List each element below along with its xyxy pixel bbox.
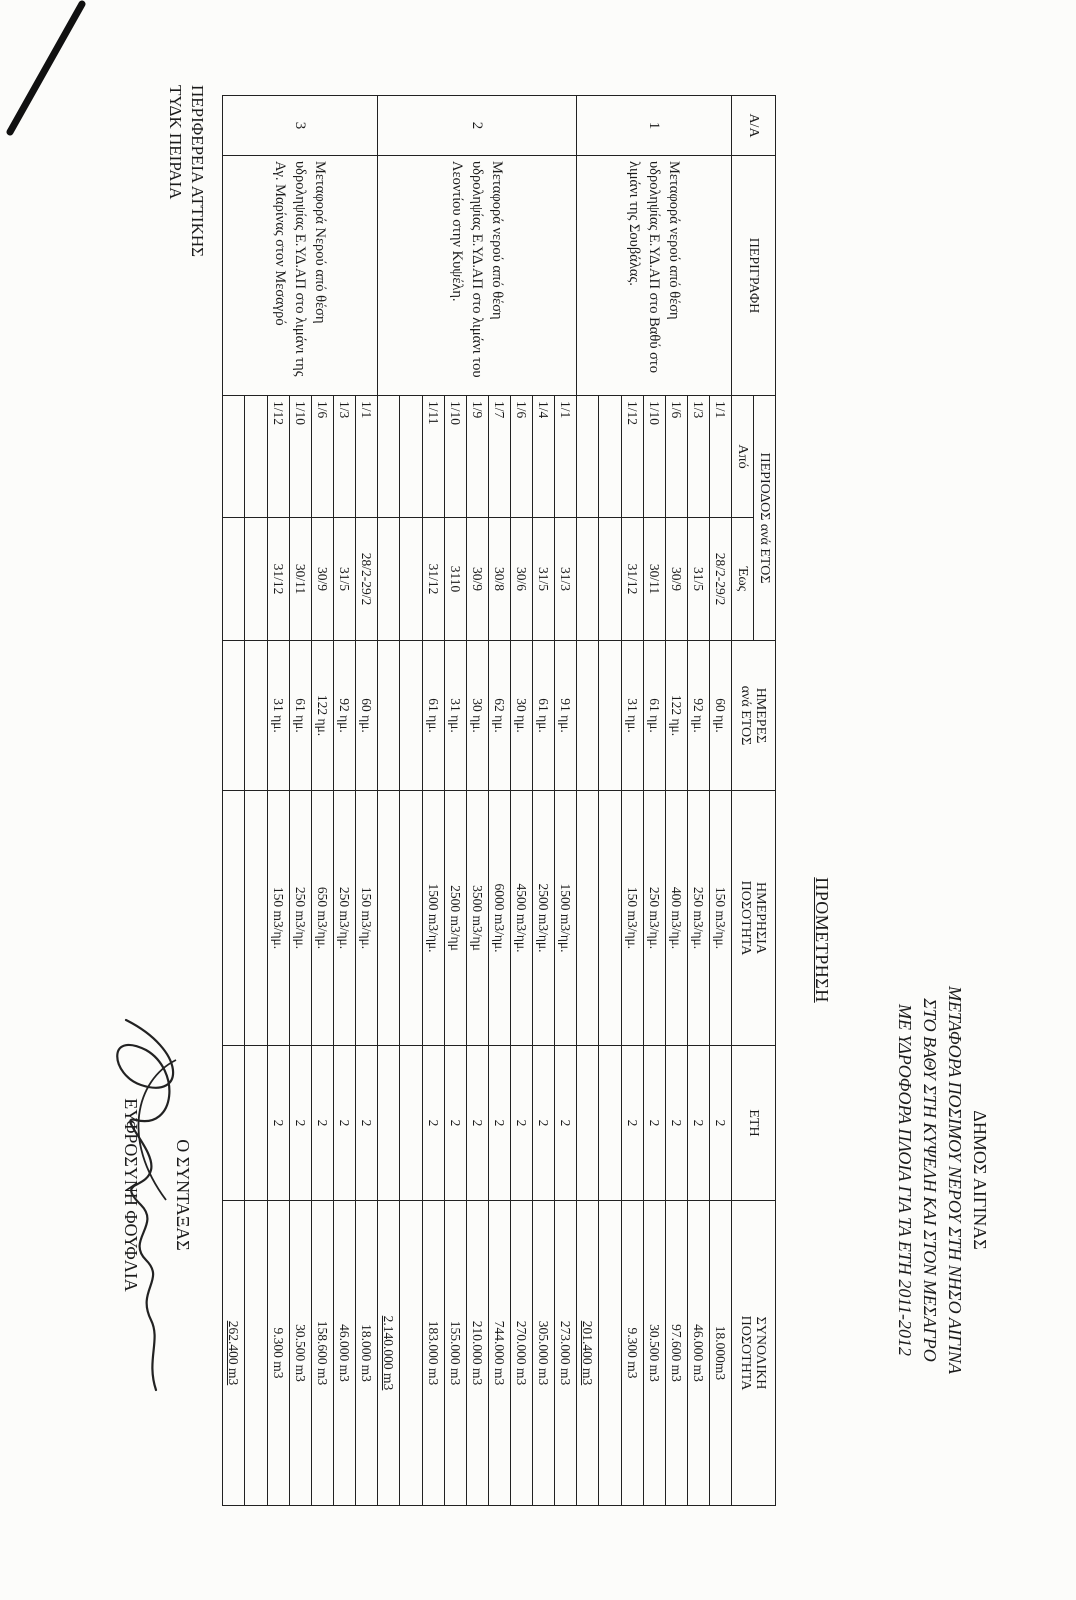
cell-years: 2 bbox=[622, 1046, 644, 1201]
cell-to: 30/11 bbox=[644, 518, 666, 641]
subtotal-value: 201.400 m3 bbox=[577, 1201, 599, 1506]
cell-total: 46.000 m3 bbox=[334, 1201, 356, 1506]
cell-days: 61 ημ. bbox=[423, 641, 445, 791]
region-name: ΠΕΡΙΦΕΡΕΙΑ ΑΤΤΙΚΗΣ bbox=[188, 85, 207, 258]
cell-total: 9.300 m3 bbox=[268, 1201, 290, 1506]
cell-total: 183.000 m3 bbox=[423, 1201, 445, 1506]
document-heading bbox=[892, 845, 992, 1515]
cell-total: 210.000 m3 bbox=[467, 1201, 489, 1506]
cell-total: 158.600 m3 bbox=[312, 1201, 334, 1506]
cell-to: 31/3 bbox=[555, 518, 577, 641]
cell-years: 2 bbox=[467, 1046, 489, 1201]
title-line-2: ΣΤΟ ΒΑΘΥ ΣΤΗ ΚΥΨΕΛΗ ΚΑΙ ΣΤΟΝ ΜΕΣΑΓΡΟ bbox=[920, 998, 940, 1362]
cell-days: 30 ημ. bbox=[467, 641, 489, 791]
group-number: 1 bbox=[577, 96, 732, 156]
cell-from: 1/6 bbox=[511, 396, 533, 518]
cell-to: 30/8 bbox=[489, 518, 511, 641]
cell-days: 122 ημ. bbox=[666, 641, 688, 791]
cell-from: 1/10 bbox=[290, 396, 312, 518]
municipality-name: ΔΗΜΟΣ ΑΙΓΙΝΑΣ bbox=[970, 1110, 990, 1250]
cell-total: 155.000 m3 bbox=[445, 1201, 467, 1506]
subtotal-value: 262.400 m3 bbox=[223, 1201, 245, 1506]
cell-to: 28/2-29/2 bbox=[356, 518, 378, 641]
cell-to: 31/5 bbox=[533, 518, 555, 641]
cell-years: 2 bbox=[533, 1046, 555, 1201]
cell-years: 2 bbox=[644, 1046, 666, 1201]
title-line-1: ΜΕΤΑΦΟΡΑ ΠΟΣΙΜΟΥ ΝΕΡΟΥ ΣΤΗ ΝΗΣΟ ΑΙΓΙΝΑ bbox=[945, 986, 965, 1374]
cell-total: 305.000 m3 bbox=[533, 1201, 555, 1506]
cell-daily: 3500 m3/ημ bbox=[467, 791, 489, 1046]
cell-years: 2 bbox=[688, 1046, 710, 1201]
cell-years: 2 bbox=[356, 1046, 378, 1201]
title-line-3: ΜΕ ΥΔΡΟΦΟΡΑ ΠΛΟΙΑ ΓΙΑ ΤΑ ΕΤΗ 2011-2012 bbox=[895, 1003, 915, 1357]
cell-from: 1/12 bbox=[622, 396, 644, 518]
cell-days: 61 ημ. bbox=[644, 641, 666, 791]
cell-days: 60 ημ. bbox=[356, 641, 378, 791]
cell-years: 2 bbox=[445, 1046, 467, 1201]
cell-from: 1/3 bbox=[334, 396, 356, 518]
group-description: Μεταφορά νερού από θέση υδροληψίας Ε.ΥΔ.ΑΠ στο Βαθύ στο λιμάνι της Σουβάλας. bbox=[577, 156, 732, 396]
cell-total: 46.000 m3 bbox=[688, 1201, 710, 1506]
cell-daily: 2500 m3/ημ bbox=[445, 791, 467, 1046]
cell-days: 31 ημ. bbox=[622, 641, 644, 791]
cell-years: 2 bbox=[290, 1046, 312, 1201]
cell-to: 30/11 bbox=[290, 518, 312, 641]
header-to: Έως bbox=[732, 518, 754, 641]
cell-years: 2 bbox=[489, 1046, 511, 1201]
header-days: ΗΜΕΡΕΣ ανά ΕΤΟΣ bbox=[732, 641, 776, 791]
signatory-name: ΕΥΦΡΟΣΥΝΗ ΦΟΥΦΛΙΑ bbox=[121, 1098, 141, 1292]
cell-to: 31/12 bbox=[423, 518, 445, 641]
header-description: ΠΕΡΙΓΡΑΦΗ bbox=[732, 156, 776, 396]
cell-from: 1/1 bbox=[356, 396, 378, 518]
cell-from: 1/1 bbox=[710, 396, 732, 518]
cell-from: 1/10 bbox=[445, 396, 467, 518]
cell-total: 744.000 m3 bbox=[489, 1201, 511, 1506]
signatory-role: Ο ΣΥΝΤΑΞΑΣ bbox=[173, 1139, 193, 1251]
cell-total: 9.300 m3 bbox=[622, 1201, 644, 1506]
cell-years: 2 bbox=[312, 1046, 334, 1201]
cell-daily: 250 m3/ημ. bbox=[644, 791, 666, 1046]
cell-from: 1/7 bbox=[489, 396, 511, 518]
handwritten-signature bbox=[96, 990, 196, 1410]
header-from: Από bbox=[732, 396, 754, 518]
cell-to: 31/5 bbox=[334, 518, 356, 641]
issuer-block bbox=[164, 85, 208, 257]
cell-to: 31/5 bbox=[688, 518, 710, 641]
group-description: Μεταφορά νερού από θέση υδροληψίας Ε.ΥΔ.ΑΠ στο λιμάνι του Λεοντίου στην Κυψέλη. bbox=[378, 156, 577, 396]
cell-days: 30 ημ. bbox=[511, 641, 533, 791]
table-row bbox=[555, 96, 577, 1506]
cell-daily: 650 m3/ημ. bbox=[312, 791, 334, 1046]
cell-years: 2 bbox=[666, 1046, 688, 1201]
cell-from: 1/6 bbox=[666, 396, 688, 518]
cell-days: 61 ημ. bbox=[533, 641, 555, 791]
cell-to: 28/2-29/2 bbox=[710, 518, 732, 641]
cell-daily: 150 m3/ημ. bbox=[356, 791, 378, 1046]
cell-to: 30/9 bbox=[312, 518, 334, 641]
cell-to: 30/9 bbox=[666, 518, 688, 641]
cell-to: 30/6 bbox=[511, 518, 533, 641]
cell-days: 60 ημ. bbox=[710, 641, 732, 791]
cell-days: 91 ημ. bbox=[555, 641, 577, 791]
cell-daily: 250 m3/ημ. bbox=[334, 791, 356, 1046]
cell-from: 1/3 bbox=[688, 396, 710, 518]
cell-years: 2 bbox=[511, 1046, 533, 1201]
header-total: ΣΥΝΟΛΙΚΗ ΠΟΣΟΤΗΤΑ bbox=[732, 1201, 776, 1506]
cell-years: 2 bbox=[334, 1046, 356, 1201]
cell-days: 92 ημ. bbox=[688, 641, 710, 791]
office-name: ΤΥΔΚ ΠΕΙΡΑΙΑ bbox=[166, 85, 185, 200]
table-header-row bbox=[754, 96, 776, 1506]
cell-daily: 1500 m3/ημ. bbox=[423, 791, 445, 1046]
cell-from: 1/10 bbox=[644, 396, 666, 518]
cell-total: 30.500 m3 bbox=[644, 1201, 666, 1506]
cell-from: 1/4 bbox=[533, 396, 555, 518]
cell-to: 31/12 bbox=[622, 518, 644, 641]
quantities-table bbox=[222, 95, 776, 1506]
cell-days: 62 ημ. bbox=[489, 641, 511, 791]
cell-daily: 1500 m3/ημ. bbox=[555, 791, 577, 1046]
cell-from: 1/1 bbox=[555, 396, 577, 518]
group-number: 2 bbox=[378, 96, 577, 156]
header-daily: ΗΜΕΡΗΣΙΑ ΠΟΣΟΤΗΤΑ bbox=[732, 791, 776, 1046]
cell-from: 1/12 bbox=[268, 396, 290, 518]
cell-daily: 150 m3/ημ. bbox=[622, 791, 644, 1046]
cell-daily: 6000 m3/ημ. bbox=[489, 791, 511, 1046]
group-description: Μεταφορά Νερού από θέση υδροληψίας Ε.ΥΔ.ΑΠ στο λιμάνι της Αγ. Μαρίνας στον Μεσαγρό bbox=[223, 156, 378, 396]
header-period: ΠΕΡΙΟΔΟΣ ανά ΕΤΟΣ bbox=[754, 396, 776, 641]
header-years: ΕΤΗ bbox=[732, 1046, 776, 1201]
cell-daily: 4500 m3/ημ. bbox=[511, 791, 533, 1046]
cell-years: 2 bbox=[555, 1046, 577, 1201]
cell-daily: 250 m3/ημ. bbox=[688, 791, 710, 1046]
cell-daily: 150 m3/ημ. bbox=[268, 791, 290, 1046]
section-title: ΠΡΟΜΕΤΡΗΣΗ bbox=[812, 877, 832, 1003]
table-row bbox=[356, 96, 378, 1506]
cell-total: 270.000 m3 bbox=[511, 1201, 533, 1506]
cell-from: 1/9 bbox=[467, 396, 489, 518]
cell-total: 18.000m3 bbox=[710, 1201, 732, 1506]
cell-days: 92 ημ. bbox=[334, 641, 356, 791]
cell-to: 30/9 bbox=[467, 518, 489, 641]
cell-daily: 250 m3/ημ. bbox=[290, 791, 312, 1046]
cell-days: 31 ημ. bbox=[268, 641, 290, 791]
cell-days: 31 ημ. bbox=[445, 641, 467, 791]
subtotal-value: 2.140.000 m3 bbox=[378, 1201, 400, 1506]
cell-total: 18.000 m3 bbox=[356, 1201, 378, 1506]
cell-from: 1/6 bbox=[312, 396, 334, 518]
cell-total: 273.000 m3 bbox=[555, 1201, 577, 1506]
cell-years: 2 bbox=[423, 1046, 445, 1201]
header-aa: Α/Α bbox=[732, 96, 776, 156]
cell-total: 97.600 m3 bbox=[666, 1201, 688, 1506]
cell-to: 3110 bbox=[445, 518, 467, 641]
cell-years: 2 bbox=[268, 1046, 290, 1201]
cell-days: 61 ημ. bbox=[290, 641, 312, 791]
cell-daily: 2500 m3/ημ. bbox=[533, 791, 555, 1046]
cell-daily: 400 m3/ημ. bbox=[666, 791, 688, 1046]
cell-daily: 150 m3/ημ. bbox=[710, 791, 732, 1046]
group-number: 3 bbox=[223, 96, 378, 156]
cell-to: 31/12 bbox=[268, 518, 290, 641]
cell-days: 122 ημ. bbox=[312, 641, 334, 791]
cell-years: 2 bbox=[710, 1046, 732, 1201]
cell-from: 1/11 bbox=[423, 396, 445, 518]
table-row bbox=[710, 96, 732, 1506]
cell-total: 30.500 m3 bbox=[290, 1201, 312, 1506]
